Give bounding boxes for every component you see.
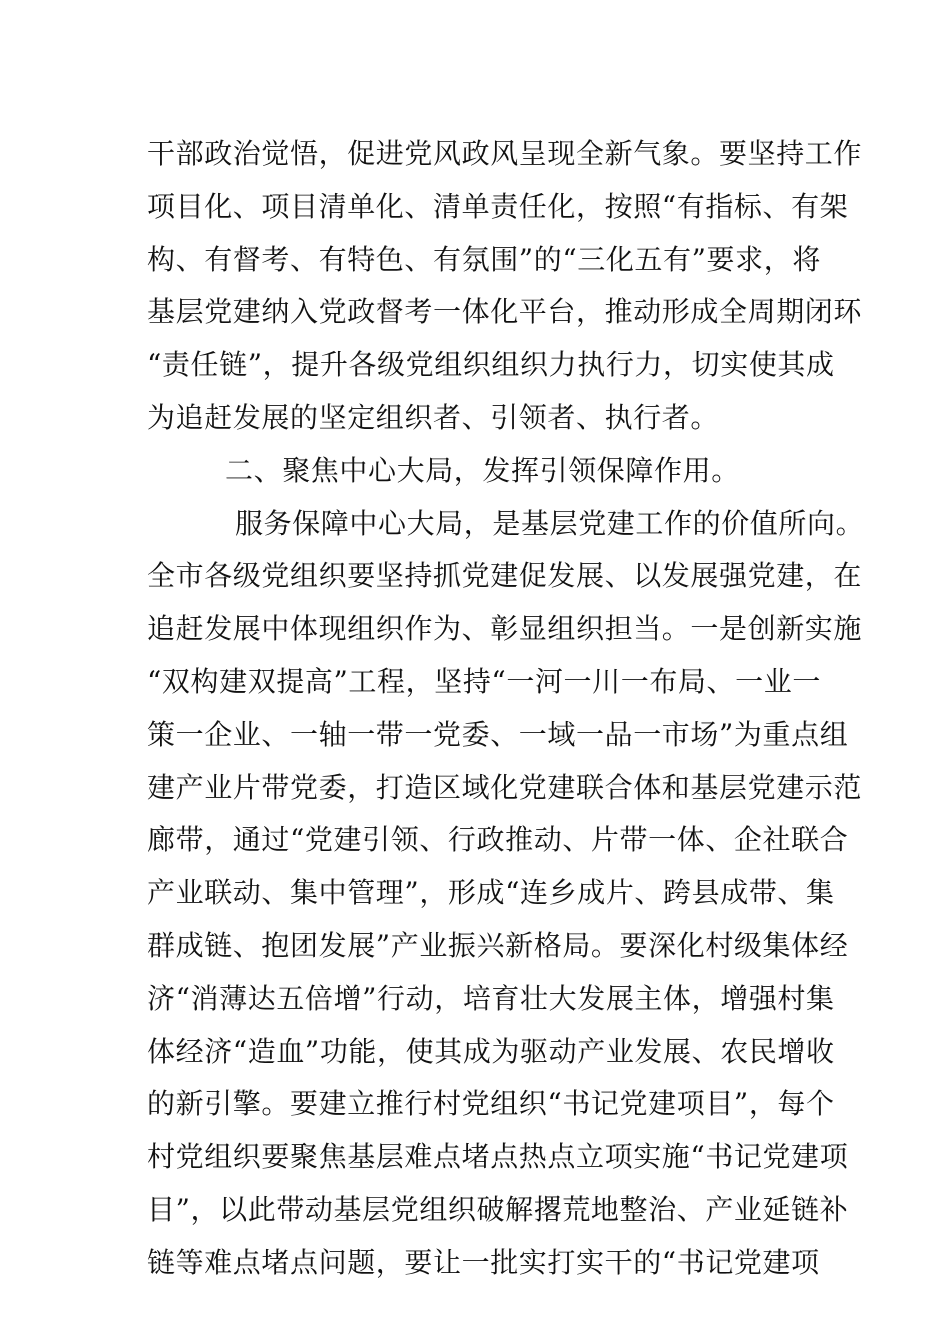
text-line: “责任链”，提升各级党组织组织力执行力，切实使其成 — [147, 348, 835, 382]
text-line: 干部政治觉悟，促进党风政风呈现全新气象。要坚持工作 — [147, 137, 863, 170]
text-line: 追赶发展中体现组织作为、彰显组织担当。一是创新实施 — [147, 612, 863, 646]
text-line: 村党组织要聚焦基层难点堵点热点立项实施“书记党建项 — [147, 1140, 849, 1174]
text-line: 群成链、抱团发展”产业振兴新格局。要深化村级集体经 — [147, 928, 849, 962]
text-line: 建产业片带党委，打造区域化党建联合体和基层党建示范 — [147, 770, 863, 804]
text-line: 构、有督考、有特色、有氛围”的“三化五有”要求，将 — [147, 242, 821, 276]
body-text — [147, 128, 865, 1290]
text-line: 目”，以此带动基层党组织破解撂荒地整治、产业延链补 — [147, 1192, 849, 1226]
text-line: 为追赶发展的坚定组织者、引领者、执行者。 — [147, 400, 720, 434]
text-line: 廊带，通过“党建引领、行政推动、片带一体、企社联合 — [147, 823, 849, 857]
text-line: 济“消薄达五倍增”行动，培育壮大发展主体，增强村集 — [147, 981, 835, 1015]
text-line: 项目化、项目清单化、清单责任化，按照“有指标、有架 — [147, 189, 849, 223]
text-line: 策一企业、一轴一带一党委、一域一品一市场”为重点组 — [147, 717, 849, 751]
text-line: 体经济“造血”功能，使其成为驱动产业发展、农民增收 — [147, 1034, 835, 1068]
text-line: “双构建双提高”工程，坚持“一河一川一布局、一业一 — [147, 664, 821, 698]
text-line: 的新引擎。要建立推行村党组织“书记党建项目”，每个 — [147, 1087, 835, 1121]
text-line: 基层党建纳入党政督考一体化平台，推动形成全周期闭环 — [147, 295, 863, 329]
text-line: 产业联动、集中管理”，形成“连乡成片、跨县成带、集 — [147, 876, 835, 910]
section-heading: 二、聚焦中心大局，发挥引领保障作用。 — [225, 453, 740, 487]
text-line: 全市各级党组织要坚持抓党建促发展、以发展强党建，在 — [147, 559, 863, 593]
text-line: 链等难点堵点问题，要让一批实打实干的“书记党建项 — [147, 1245, 820, 1279]
paragraph-first-line: 服务保障中心大局，是基层党建工作的价值所向。 — [235, 506, 865, 540]
